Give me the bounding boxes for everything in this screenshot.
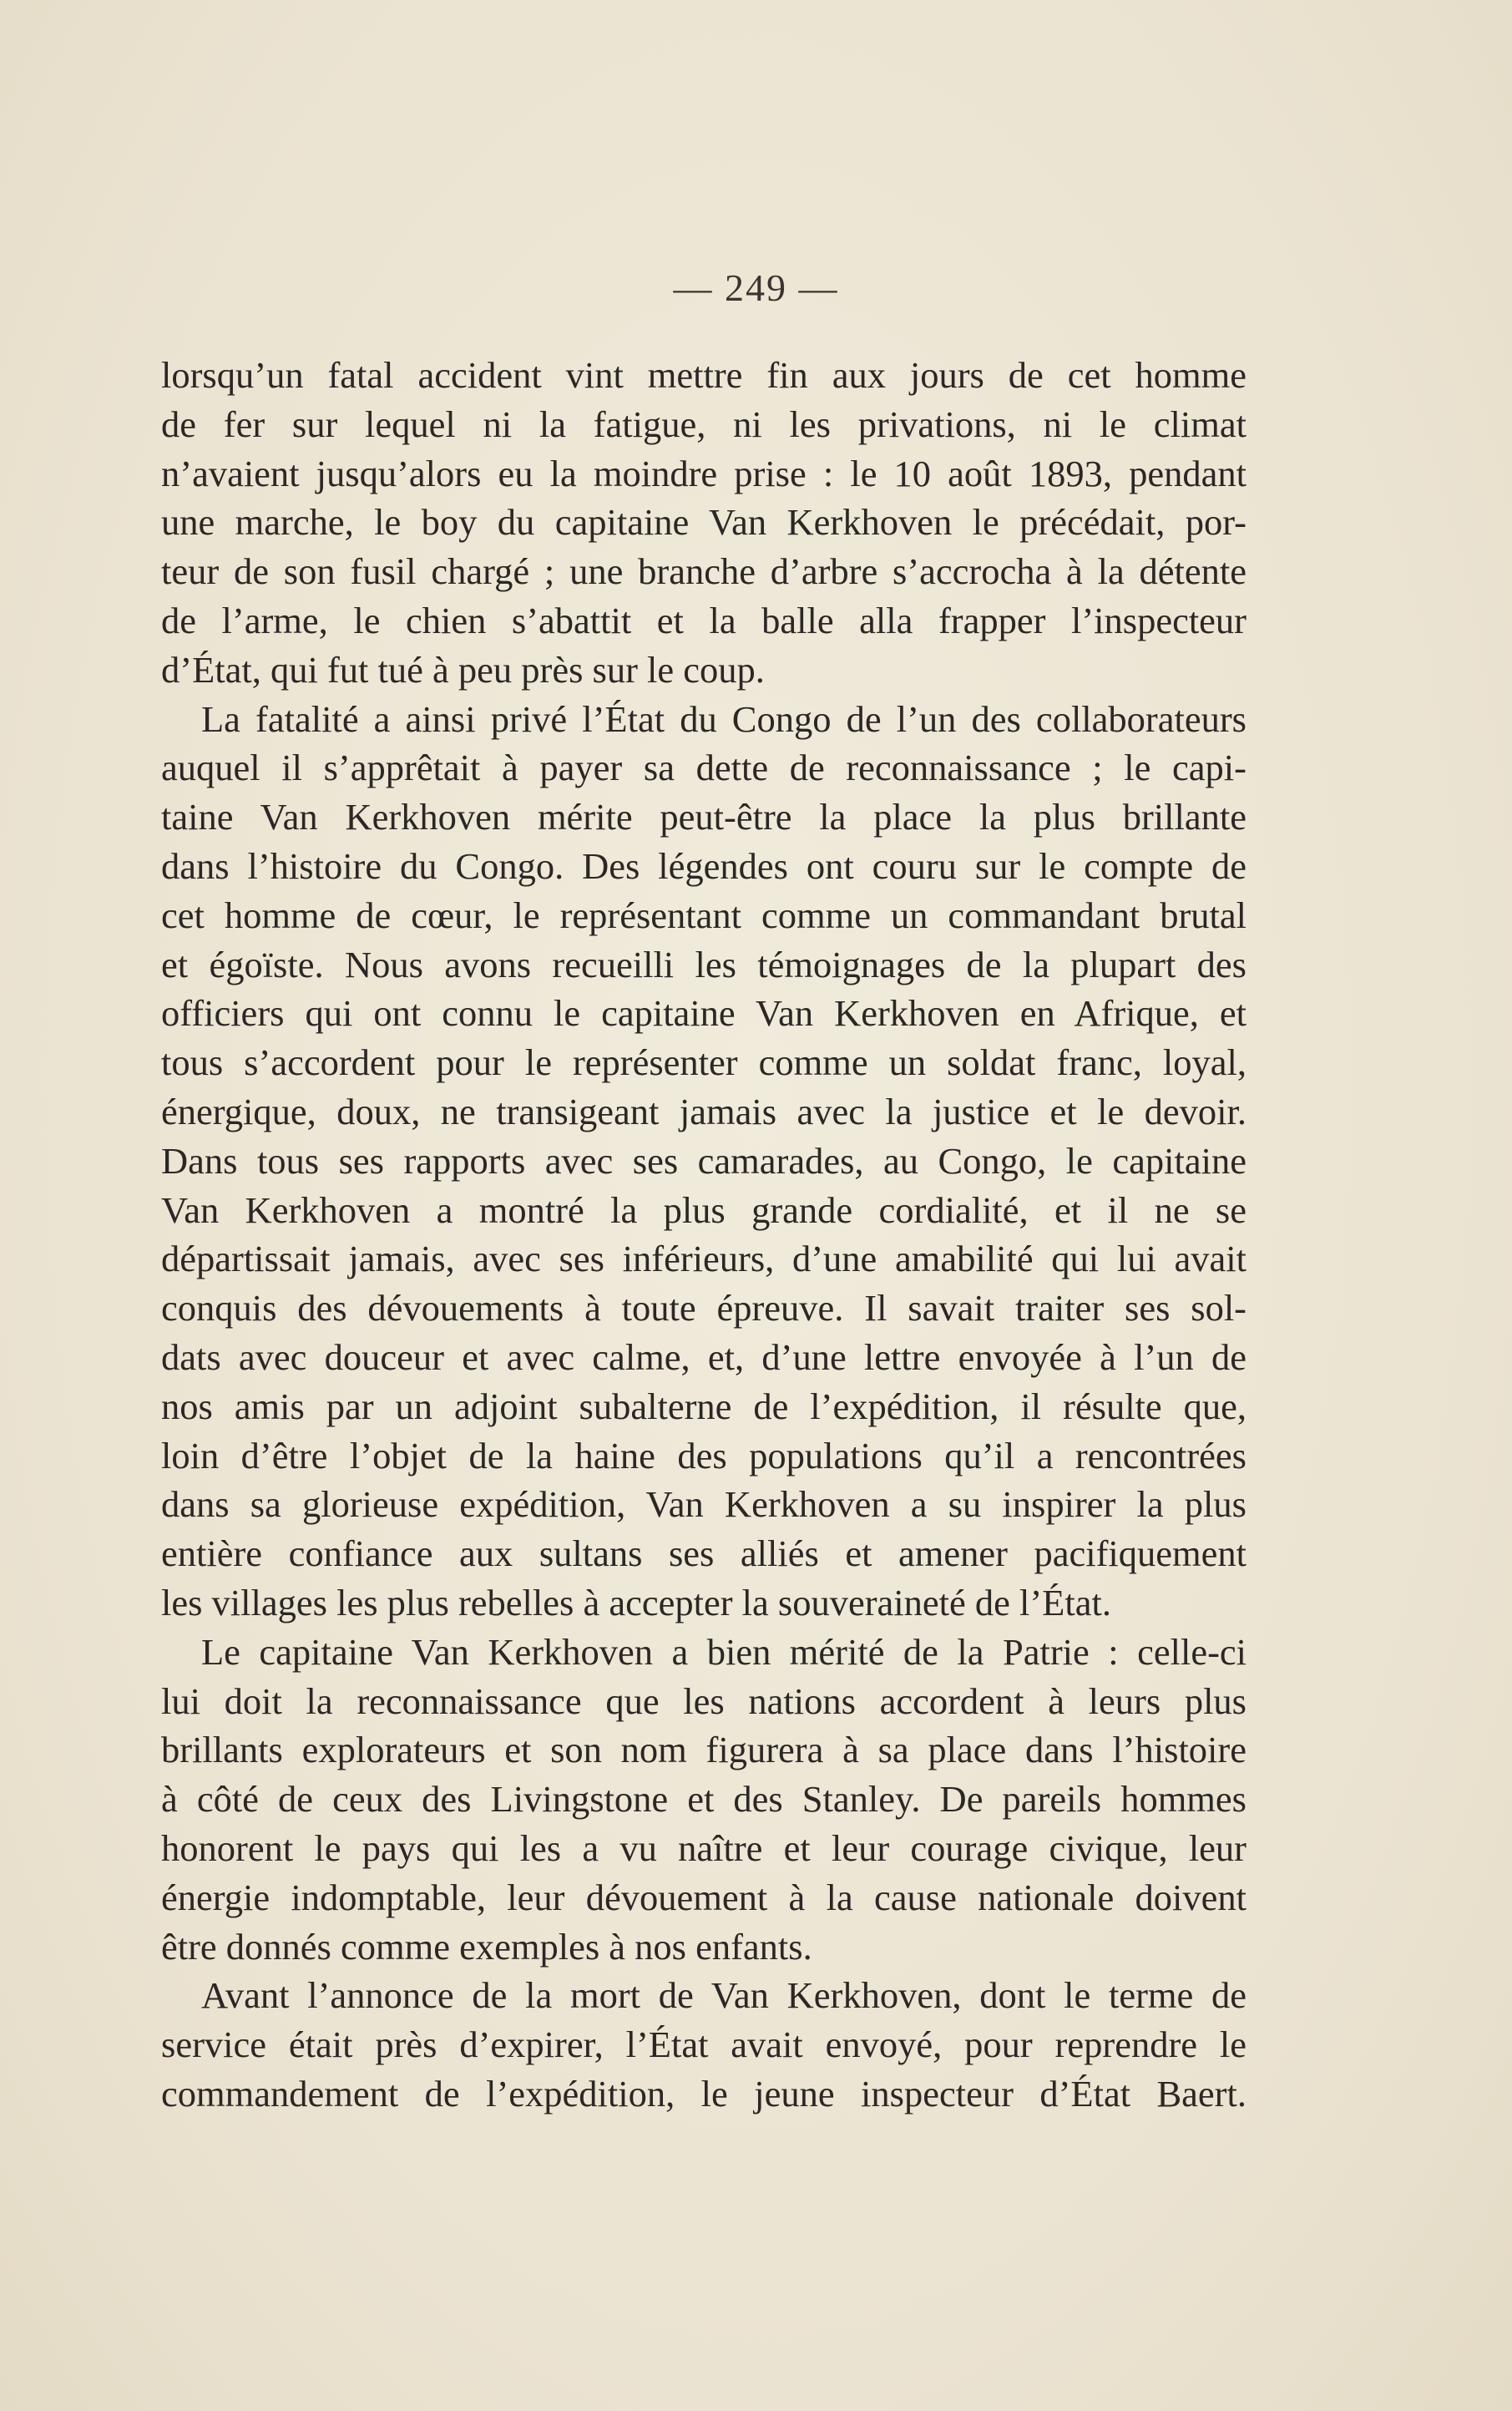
text-line: dats avec douceur et avec calme, et, d’une lettre envoyée à l’un de [161, 1335, 1247, 1378]
text-line: officiers qui ont connu le capitaine Van Kerkhoven en Afrique, et [161, 992, 1247, 1035]
text-line: lui doit la reconnaissance que les nations accordent à leurs plus [161, 1679, 1247, 1722]
text-line: énergique, doux, ne transigeant jamais avec la justice et le devoir. [161, 1090, 1247, 1132]
text-line: une marche, le boy du capitaine Van Kerkhoven le précédait, por- [161, 501, 1247, 544]
text-line: Le capitaine Van Kerkhoven a bien mérité de la Patrie : celle-ci [201, 1630, 1247, 1673]
text-line: La fatalité a ainsi privé l’État du Congo de l’un des collaborateurs [201, 697, 1247, 740]
text-line: de fer sur lequel ni la fatigue, ni les privations, ni le climat [161, 403, 1247, 445]
page-number: — 249 — [673, 266, 839, 309]
text-line: Van Kerkhoven a montré la plus grande cordialité, et il ne se [161, 1188, 1247, 1231]
text-line: cet homme de cœur, le représentant comme un commandant brutal [161, 894, 1247, 936]
text-line: être donnés comme exemples à nos enfants. [161, 1925, 812, 1968]
text-line: nos amis par un adjoint subalterne de l’expédition, il résulte que, [161, 1385, 1247, 1427]
text-line: à côté de ceux des Livingstone et des Stanley. De pareils hommes [161, 1778, 1247, 1821]
text-line: départissait jamais, avec ses inférieurs, d’une amabilité qui lui avait [161, 1238, 1247, 1280]
text-line: entière confiance aux sultans ses alliés et amener pacifiquement [161, 1532, 1247, 1575]
text-line: et égoïste. Nous avons recueilli les témoignages de la plupart des [161, 943, 1247, 985]
text-line: teur de son fusil chargé ; une branche d’arbre s’accrocha à la détente [161, 550, 1247, 593]
text-line: n’avaient jusqu’alors eu la moindre prise : le 10 août 1893, pendant [161, 452, 1247, 494]
text-line: les villages les plus rebelles à accepter la souveraineté de l’État. [161, 1581, 1111, 1623]
text-line: commandement de l’expédition, le jeune inspecteur d’État Baert. [161, 2072, 1247, 2115]
text-line: taine Van Kerkhoven mérite peut-être la place la plus brillante [161, 796, 1247, 838]
text-line: dans l’histoire du Congo. Des légendes ont couru sur le compte de [161, 844, 1247, 887]
text-line: loin d’être l’objet de la haine des populations qu’il a rencontrées [161, 1434, 1247, 1476]
text-line: auquel il s’apprêtait à payer sa dette de reconnaissance ; le capi- [161, 747, 1247, 789]
text-line: Dans tous ses rapports avec ses camarades, au Congo, le capitaine [161, 1139, 1247, 1182]
text-line: Avant l’annonce de la mort de Van Kerkhoven, dont le terme de [201, 1974, 1247, 2017]
text-line: honorent le pays qui les a vu naître et leur courage civique, leur [161, 1826, 1247, 1869]
text-line: énergie indomptable, leur dévouement à la cause nationale doivent [161, 1876, 1247, 1918]
text-line: de l’arme, le chien s’abattit et la balle alla frapper l’inspecteur [161, 599, 1247, 641]
text-line: lorsqu’un fatal accident vint mettre fin aux jours de cet homme [161, 354, 1247, 396]
body-text [161, 351, 1247, 2119]
text-line: dans sa glorieuse expédition, Van Kerkhoven a su inspirer la plus [161, 1483, 1247, 1526]
text-line: tous s’accordent pour le représenter comme un soldat franc, loyal, [161, 1041, 1247, 1084]
text-line: service était près d’expirer, l’État avait envoyé, pour reprendre le [161, 2024, 1247, 2066]
text-line: brillants explorateurs et son nom figurera à sa place dans l’histoire [161, 1729, 1247, 1771]
text-line: d’État, qui fut tué à peu près sur le coup. [161, 648, 765, 691]
text-line: conquis des dévouements à toute épreuve. Il savait traiter ses sol- [161, 1287, 1247, 1330]
